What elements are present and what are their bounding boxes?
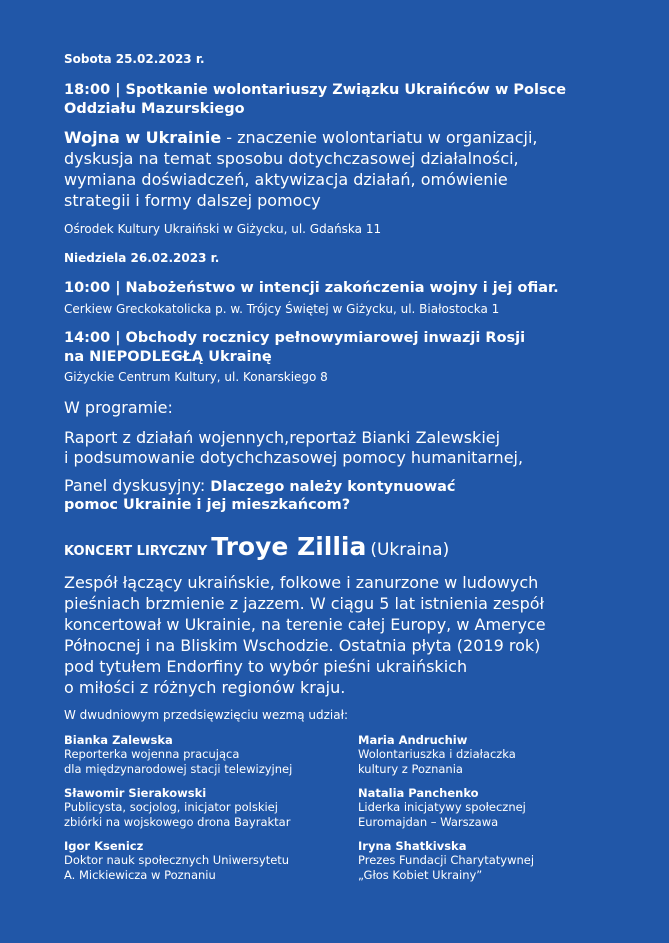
participant-desc: Doktor nauk społecznych Uniwersytetu <box>64 853 290 867</box>
participant-desc: Euromajdan – Warszawa <box>358 815 499 829</box>
participant <box>64 786 290 830</box>
saturday-venue: Ośrodek Kultury Ukraiński w Giżycku, ul. Gdańska 11 <box>64 222 382 236</box>
program-item1-line1: Raport z działań wojennych,reportaż Bianki Zalewskiej <box>64 428 501 447</box>
participant-name: Bianka Zalewska <box>64 733 173 747</box>
topic-rest: - znaczenie wolontariatu w organizacji, <box>221 128 538 147</box>
participant-desc: Prezes Fundacji Charytatywnej <box>358 853 535 867</box>
sunday-event2-venue: Giżyckie Centrum Kultury, ul. Konarskiego 8 <box>64 370 328 384</box>
concert-name: Troye Zillia <box>211 532 367 561</box>
participant <box>358 733 516 777</box>
participant-name: Iryna Shatkivska <box>358 839 467 853</box>
sunday-event1-title: 10:00 | Nabożeństwo w intencji zakończenia wojny i jej ofiar. <box>64 280 559 296</box>
participant <box>358 786 526 830</box>
participant-desc: A. Mickiewicza w Poznaniu <box>64 868 216 882</box>
saturday-topic-line1 <box>64 128 537 147</box>
participant-desc: Liderka inicjatywy społecznej <box>358 800 526 814</box>
concert-desc-line1: Zespół łączący ukraińskie, folkowe i zanurzone w ludowych <box>64 573 539 592</box>
saturday-topic-line2: dyskusja na temat sposobu dotychczasowej działalności, <box>64 149 519 168</box>
topic-bold: Wojna w Ukrainie <box>64 128 222 147</box>
participant-desc: Publicysta, socjolog, inicjator polskiej <box>64 800 278 814</box>
participant <box>64 839 289 883</box>
concert-desc-line2: pieśniach brzmienie z jazzem. W ciągu 5 lat istnienia zespół <box>64 594 545 613</box>
participant-name: Sławomir Sierakowski <box>64 786 207 800</box>
saturday-date: Sobota 25.02.2023 r. <box>64 52 205 66</box>
program-heading: W programie: <box>64 398 173 417</box>
participant-name: Igor Ksenicz <box>64 839 144 853</box>
participant-desc: Reporterka wojenna pracująca <box>64 747 240 761</box>
concert-country: (Ukraina) <box>370 540 450 560</box>
concert-desc-line5: pod tytułem Endorfiny to wybór pieśni ukraińskich <box>64 657 468 676</box>
participant-desc: kultury z Poznania <box>358 762 463 776</box>
sunday-event2-title-line2: na NIEPODLEGŁĄ Ukrainę <box>64 349 272 365</box>
concert-desc-line4: Północnej i na Bliskim Wschodzie. Ostatnia płyta (2019 rok) <box>64 636 541 655</box>
participant-desc: zbiórki na wojskowego drona Bayraktar <box>64 815 291 829</box>
participant-desc: dla międzynarodowej stacji telewizyjnej <box>64 762 293 776</box>
participants-heading: W dwudniowym przedsięwzięciu wezmą udział: <box>64 708 349 722</box>
participant <box>358 839 534 883</box>
saturday-event-title-line2: Oddziału Mazurskiego <box>64 101 245 117</box>
sunday-event2-title-line1: 14:00 | Obchody rocznicy pełnowymiarowej inwazji Rosji <box>64 330 526 346</box>
concert-heading <box>64 532 449 561</box>
saturday-topic-line4: strategii i formy dalszej pomocy <box>64 191 321 210</box>
participant-desc: „Głos Kobiet Ukrainy” <box>358 868 483 882</box>
panel-question-line1: Dlaczego należy kontynuować <box>210 479 456 495</box>
panel-label: Panel dyskusyjny: <box>64 476 211 495</box>
participant-name: Natalia Panchenko <box>358 786 479 800</box>
saturday-event-title-line1: 18:00 | Spotkanie wolontariuszy Związku Ukraińców w Polsce <box>64 82 567 98</box>
concert-desc-line6: o miłości z różnych regionów kraju. <box>64 678 346 697</box>
concert-label: KONCERT LIRYCZNY <box>64 544 208 559</box>
participant-desc: Wolontariuszka i działaczka <box>358 747 516 761</box>
saturday-topic-line3: wymiana doświadczeń, aktywizacja działań, omówienie <box>64 170 508 189</box>
participant-name: Maria Andruchiw <box>358 733 468 747</box>
participant <box>64 733 292 777</box>
panel-question-line2: pomoc Ukrainie i jej mieszkańcom? <box>64 497 351 513</box>
sunday-date: Niedziela 26.02.2023 r. <box>64 251 220 265</box>
program-panel-line1 <box>64 476 456 495</box>
sunday-event1-venue: Cerkiew Greckokatolicka p. w. Trójcy Świętej w Giżycku, ul. Białostocka 1 <box>64 302 500 316</box>
concert-desc-line3: koncertował w Ukrainie, na terenie całej Europy, w Ameryce <box>64 615 546 634</box>
program-item1-line2: i podsumowanie dotychchzasowej pomocy humanitarnej, <box>64 448 524 467</box>
